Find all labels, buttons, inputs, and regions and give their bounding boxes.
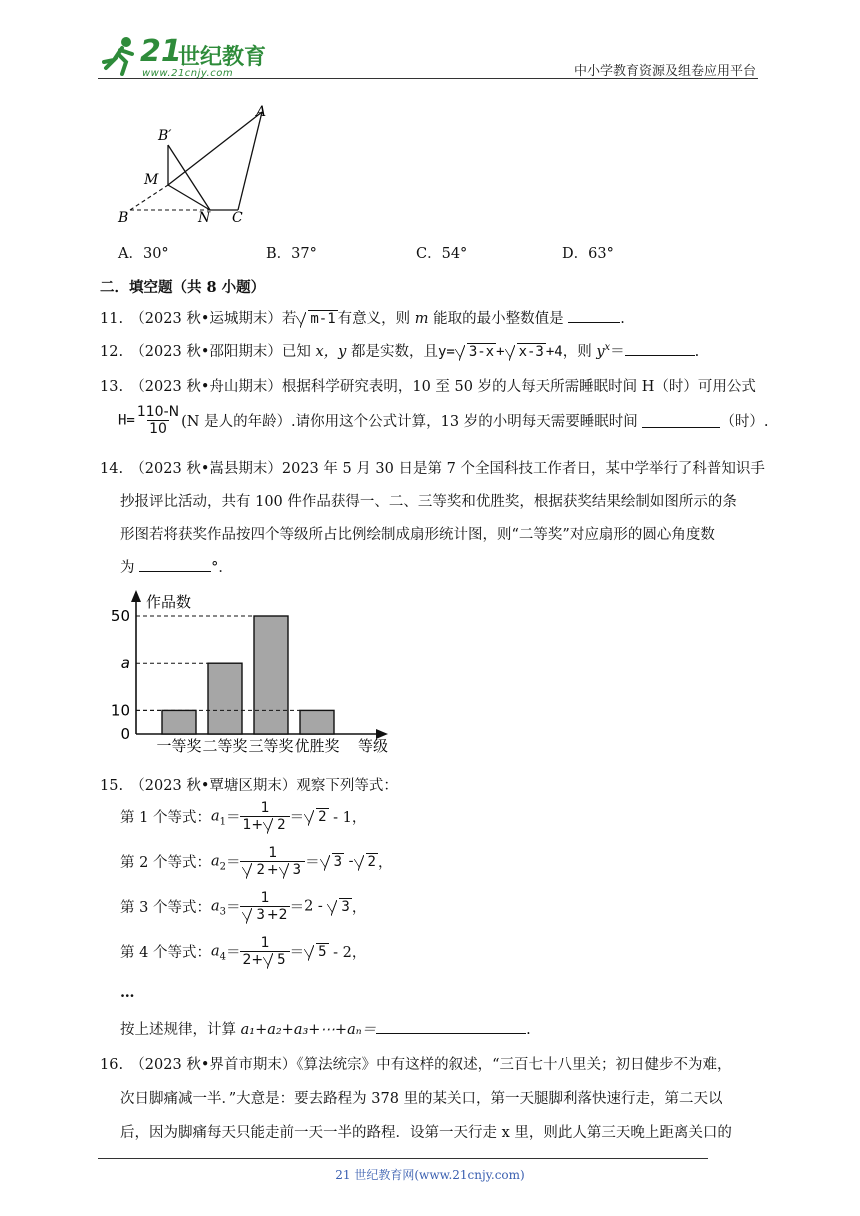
question-13-line-2: [118, 404, 768, 437]
q15-eq1-den-r1: 2: [277, 817, 286, 833]
q12-plus: +: [496, 344, 505, 360]
q15-eq3-den-b: +2: [266, 907, 288, 923]
q15-eq2-rhs-sqrt-2: [354, 854, 378, 870]
bar-3: [254, 616, 288, 734]
category-label: 优胜奖: [294, 737, 340, 755]
footer-text: 21 世纪教育网(www.21cnjy.com): [335, 1168, 525, 1182]
label-m: M: [144, 172, 159, 188]
q15-eq2-den-sqrt-1: [242, 862, 266, 878]
q15-eq4-eq: ＝: [225, 945, 241, 961]
question-11: [100, 307, 625, 328]
q15-eq4-den-a: 2+: [242, 952, 264, 968]
bar-chart: [110, 588, 410, 760]
category-label: 二等奖: [202, 737, 248, 755]
option-a: A．30°: [118, 246, 169, 262]
y-tick-label: 0: [120, 725, 130, 743]
q12-mid: 都是实数，且: [346, 344, 438, 360]
q12-tail: +4: [545, 344, 563, 360]
q15-eq4-den-sqrt: [263, 952, 287, 968]
q12-radicand-1: 3-x: [468, 344, 495, 360]
q15-eq4-frac: [240, 935, 289, 968]
y-axis-arrow: [131, 590, 141, 602]
q15-eq3-den-r1: 3: [256, 907, 265, 923]
q15-answer-blank[interactable]: [376, 1019, 526, 1034]
q13-numerator: 110-N: [136, 404, 180, 420]
q15-eq1-sym: a: [210, 808, 220, 825]
q15-eq3-num: 1: [260, 890, 270, 906]
q15-eq3-eq: ＝: [225, 900, 241, 916]
label-b-prime: B′: [158, 128, 172, 144]
q15-eq2-den-r1: 2: [256, 862, 265, 878]
q15-equation-4: 第 4 个等式：$a_4=$ $\frac{1}{2+ 5}$ ＝ 5 - 2，: [120, 935, 367, 968]
q11-text-b: 能取的最小整数值是: [428, 311, 569, 327]
q15-equation-2: 第 2 个等式：$a_2=$ $\frac{1}{2 + 3}$ ＝ 3 - 2 ，: [120, 845, 393, 878]
q15-eq2-num: 1: [268, 845, 278, 861]
question-12: [100, 340, 699, 361]
q12-equals: ＝: [610, 344, 625, 360]
q15-eq1-label: 第 1 个等式：: [120, 810, 211, 826]
segment-bpn: [168, 145, 210, 210]
y-tick-label: 50: [110, 607, 130, 625]
q15-eq2-den-b: +: [266, 862, 279, 878]
q15-eq2-den-sqrt-2: [279, 862, 303, 878]
runner-logo-icon: [96, 36, 144, 76]
q15-eq2-label: 第 2 个等式：: [120, 855, 211, 871]
question-14-line-2: 抄报评比活动，共有 100 件作品获得一、二、三等奖和优胜奖，根据获奖结果绘制如图所示的条: [120, 494, 737, 510]
q15-eq4-rhs-r: 5: [318, 943, 327, 960]
bar-2: [208, 663, 242, 734]
option-c: C．54°: [416, 246, 468, 262]
q11-sqrt: [296, 311, 337, 327]
q13-text-b: （时）.: [720, 414, 769, 430]
q15-eq1-den: [240, 816, 289, 833]
q15-eq3-rhs-r: 3: [341, 898, 350, 915]
q15-eq1-den-sqrt: [263, 817, 287, 833]
logo-number: 21: [140, 34, 182, 69]
q15-eq3-label: 第 3 个等式：: [120, 900, 211, 916]
q15-last-line: [120, 1018, 531, 1039]
question-14-line-4: [120, 556, 233, 577]
question-16-line-1: 16. （2023 秋•界首市期末）《算法统宗》中有这样的叙述，“三百七十八里关；初日健步不为难，: [100, 1057, 732, 1073]
y-tick-label: a: [120, 654, 130, 673]
logo-url: www.21cnjy.com: [142, 68, 234, 79]
q15-eq4-rhs-sqrt: [304, 944, 328, 960]
q11-text-a: 有意义，则: [337, 311, 415, 327]
q12-sqrt-1: [455, 344, 496, 360]
q12-prefix: 12. （2023 秋•邵阳期末）已知: [100, 344, 316, 360]
q13-denominator: 10: [149, 421, 167, 437]
q15-eq3-den-sqrt: [242, 907, 266, 923]
q15-last-expr: a₁+a₂+a₃+⋯+aₙ＝: [240, 1022, 377, 1038]
label-n: N: [198, 210, 211, 226]
q15-eq3-rhs-tail: ，: [351, 900, 367, 916]
segment-ac: [238, 112, 262, 210]
section-title: 二．填空题（共 8 小题）: [100, 279, 266, 296]
q15-eq2-den-r2: 3: [292, 862, 302, 878]
q15-eq2-rhs-end: ，: [377, 855, 393, 871]
q15-eq1-frac: [240, 800, 289, 833]
q15-eq4-rhs-tail: - 2，: [328, 945, 367, 961]
question-14-line-1: 14. （2023 秋•嵩县期末）2023 年 5 月 30 日是第 7 个全国科技工作者日，某中学举行了科普知识手: [100, 461, 765, 477]
option-b: B．37°: [266, 246, 317, 262]
bar-4: [300, 710, 334, 734]
q14-answer-blank[interactable]: [139, 557, 211, 572]
q11-radicand: m-1: [310, 311, 336, 327]
q12-power-base: y: [596, 344, 605, 360]
question-16-line-2: 次日脚痛减一半．”大意是：要去路程为 378 里的某关口，第一天腿脚利落快速行走，第二天以: [120, 1091, 723, 1107]
q12-answer-blank[interactable]: [625, 341, 695, 356]
q15-eq2-rhs-tail: -: [344, 853, 354, 870]
q15-eq3-rhs-pre: 2 -: [304, 898, 328, 915]
platform-title: 中小学教育资源及组卷应用平台: [573, 64, 756, 79]
logo-text: 世纪教育: [178, 45, 267, 70]
q15-eq2-rhs-r2: 2: [367, 853, 376, 870]
question-15-line-1: 15. （2023 秋•覃塘区期末）观察下列等式：: [100, 778, 398, 794]
label-c: C: [232, 210, 243, 226]
bar-1: [162, 710, 196, 734]
header-divider: [98, 78, 758, 79]
q15-eq2-den: [240, 861, 305, 878]
q15-equation-1: 第 1 个等式：$a_1=$ $\frac{1}{1+ 2}$ ＝ 2 - 1，: [120, 800, 367, 833]
q15-equation-3: 第 3 个等式：$a_3=$ $\frac{1}{3 +2}$ ＝2 - 3 ，: [120, 890, 367, 923]
logo: [96, 34, 276, 78]
q15-eq2-frac: [240, 845, 305, 878]
q15-eq1-eq: ＝: [225, 810, 241, 826]
category-label: 三等奖: [248, 737, 294, 755]
q15-eq1-sub: 1: [219, 816, 226, 828]
q14-text-a: 为: [120, 560, 140, 576]
segment-mn: [168, 185, 210, 210]
q15-eq1-rhs-r: 2: [318, 808, 327, 825]
q11-end: .: [620, 311, 625, 327]
q12-then: ，则: [562, 344, 597, 360]
x-axis-label: 等级: [358, 737, 389, 755]
q15-eq3-frac: [240, 890, 289, 923]
q15-eq4-sym: a: [210, 943, 220, 960]
q14-text-b: °．: [211, 560, 233, 576]
geometry-figure: [110, 100, 280, 230]
q13-fraction: [135, 404, 181, 437]
q12-radicand-2: x-3: [518, 344, 544, 360]
q15-eq4-num: 1: [260, 935, 270, 951]
q11-answer-blank[interactable]: [568, 308, 620, 323]
segment-am: [168, 112, 262, 185]
q12-sqrt-2: [505, 344, 546, 360]
category-label: 一等奖: [156, 737, 202, 755]
q15-eq2-sym: a: [210, 853, 220, 870]
segment-bm-dashed: [130, 185, 168, 210]
q13-formula-lhs: H=: [118, 412, 135, 429]
option-d: D．63°: [562, 246, 614, 262]
q13-answer-blank[interactable]: [642, 413, 720, 428]
q11-prefix: 11. （2023 秋•运城期末）若: [100, 311, 297, 327]
label-a: A: [256, 104, 267, 120]
q15-end: .: [526, 1022, 531, 1038]
q12-vars: x，y: [315, 344, 347, 360]
q15-eq4-sub: 4: [219, 951, 226, 963]
q15-eq1-rhs-tail: - 1，: [328, 810, 367, 826]
q15-last-text: 按上述规律，计算: [120, 1022, 241, 1038]
q15-eq3-sym: a: [210, 898, 220, 915]
question-16-line-3: 后，因为脚痛每天只能走前一天一半的路程．设第一天行走 x 里，则此人第三天晚上距离关口的: [120, 1125, 732, 1141]
y-tick-label: 10: [110, 701, 130, 720]
q15-eq3-rhs-sqrt: [327, 899, 351, 915]
q15-eq2-rhs-r: 3: [333, 853, 343, 870]
q15-eq2-eq: ＝: [225, 855, 241, 871]
q15-eq4-den: [240, 951, 289, 968]
question-14-line-3: 形图若将获奖作品按四个等级所占比例绘制成扇形统计图，则“二等奖”对应扇形的圆心角度数: [120, 527, 715, 543]
q15-eq2-rhs-sqrt: [320, 854, 344, 870]
q15-eq4-den-r1: 5: [277, 952, 286, 968]
footer-divider: [98, 1158, 708, 1159]
q12-power-exp: x: [604, 342, 611, 354]
q15-eq4-label: 第 4 个等式：: [120, 945, 211, 961]
q15-ellipsis: …: [120, 984, 135, 1001]
q15-eq1-rhs-sqrt: [304, 809, 328, 825]
q15-eq1-den-a: 1+: [242, 817, 264, 833]
q11-var: m: [414, 311, 429, 327]
label-b: B: [118, 210, 129, 226]
q15-eq1-num: 1: [260, 800, 270, 816]
q12-end: .: [694, 344, 700, 360]
q15-eq3-sub: 3: [219, 906, 226, 918]
q15-eq3-den: [240, 906, 289, 923]
y-axis-label: 作品数: [146, 593, 192, 611]
q13-text-a: (N 是人的年龄）.请你用这个公式计算，13 岁的小明每天需要睡眠时间: [181, 414, 643, 430]
q15-eq2-sub: 2: [219, 861, 226, 873]
question-13-line-1: 13. （2023 秋•舟山期末）根据科学研究表明，10 至 50 岁的人每天所需睡眠时间 H（时）可用公式: [100, 379, 756, 395]
q12-y-eq: y=: [437, 344, 455, 360]
